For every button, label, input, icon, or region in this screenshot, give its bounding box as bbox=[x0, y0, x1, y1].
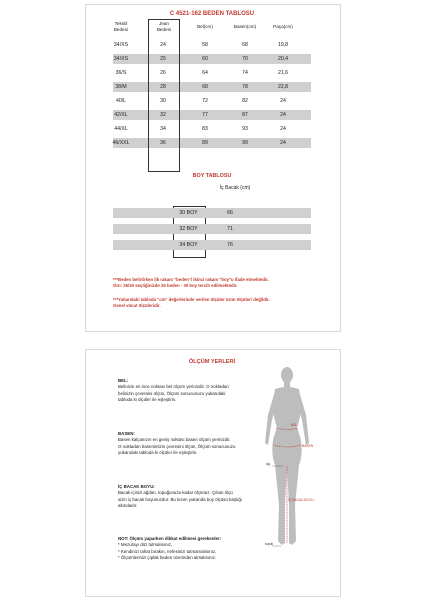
size-cell-jean: 26 bbox=[160, 70, 166, 76]
measurement-guide-title: ÖLÇÜM YERLERİ bbox=[188, 359, 236, 365]
basen-heading: BASEN: bbox=[118, 431, 135, 436]
note-item: * Mezurayı düz tutmalısınız, bbox=[118, 542, 173, 548]
bel-line: Belinizin en ince noktası bel ölçüm yerinizdir. O noktadan bbox=[118, 384, 229, 390]
size-cell-paca: 24 bbox=[280, 112, 286, 118]
basen-line: Basen kalçanızın en geniş noktası basen ölçüm yerinizdir. bbox=[118, 437, 231, 443]
size-cell-jean: 36 bbox=[160, 140, 166, 146]
note-body-measurements bbox=[113, 297, 333, 308]
length-table-title: BOY TABLOSU bbox=[192, 173, 232, 179]
size-cell-paca: 24 bbox=[280, 98, 286, 104]
measurement-notes bbox=[118, 536, 258, 561]
note-size-format bbox=[113, 277, 333, 288]
inseam-line: altındadır. bbox=[118, 502, 138, 508]
size-cell-bel: 77 bbox=[202, 112, 208, 118]
note-line-1: ***Beden belirtirken ilk rakam "beden"i ikinci rakam "boy"u ifade etmektedir. bbox=[113, 277, 269, 282]
size-cell-textile: 34/XS bbox=[113, 56, 129, 62]
header-textile bbox=[106, 21, 136, 33]
size-cell-paca: 22,8 bbox=[277, 84, 289, 90]
label-inseam: İÇ BACAK BOYU bbox=[288, 498, 314, 502]
size-cell-textile: 36/S bbox=[115, 70, 127, 76]
size-cell-jean: 24 bbox=[160, 42, 166, 48]
length-value: 76 bbox=[227, 242, 233, 248]
basen-section bbox=[118, 431, 258, 456]
bel-section bbox=[118, 378, 258, 403]
length-row-stripe bbox=[113, 224, 311, 234]
length-row-stripe bbox=[113, 208, 311, 218]
notes-heading: NOT: Ölçüm yaparken dikkat edilmesi gerekenler: bbox=[118, 536, 222, 541]
size-cell-bel: 68 bbox=[202, 84, 208, 90]
size-cell-textile: 40/L bbox=[115, 98, 127, 104]
size-cell-jean: 25 bbox=[160, 56, 166, 62]
size-cell-textile: 46/XXL bbox=[112, 140, 130, 146]
size-cell-paca: 20,4 bbox=[277, 56, 289, 62]
size-cell-basen: 70 bbox=[242, 56, 248, 62]
header-textile-line2: Bedeni bbox=[113, 27, 129, 32]
size-cell-basen: 82 bbox=[242, 98, 248, 104]
size-cell-bel: 89 bbox=[202, 140, 208, 146]
size-cell-textile: 44/XL bbox=[114, 126, 128, 132]
size-cell-textile: 34/XS bbox=[113, 42, 129, 48]
inseam-section bbox=[118, 484, 258, 509]
length-label: 30 BOY bbox=[179, 210, 198, 216]
bel-heading: BEL: bbox=[118, 378, 129, 383]
header-jean-line2: Bedeni bbox=[156, 27, 172, 32]
length-value: 66 bbox=[227, 210, 233, 216]
size-cell-paca: 19,8 bbox=[277, 42, 289, 48]
header-jean-line1: Jean bbox=[159, 21, 169, 26]
size-cell-basen: 78 bbox=[242, 84, 248, 90]
size-cell-bel: 64 bbox=[202, 70, 208, 76]
basen-line: O noktadan basenimizin çevresini ölçün, Ölçüm sonucunuzu bbox=[118, 443, 236, 449]
length-label: 32 BOY bbox=[179, 226, 198, 232]
inseam-line: Bacak içinizi ağdan, topuğunuza kadar ölçünüz. Çıkan ölçü bbox=[118, 490, 233, 496]
note-line-4: Genel vücut ölçüleridir. bbox=[113, 302, 161, 308]
body-silhouette-figure bbox=[255, 365, 320, 555]
bel-line: tabloda ki ölçüler ile eşleştirin. bbox=[118, 396, 177, 402]
header-inseam: İç Bacak (cm) bbox=[219, 185, 251, 191]
size-cell-bel: 83 bbox=[202, 126, 208, 132]
label-basen: BASEN bbox=[302, 444, 314, 448]
label-bel: BEL bbox=[291, 423, 298, 427]
size-cell-bel: 72 bbox=[202, 98, 208, 104]
length-label: 34 BOY bbox=[179, 242, 198, 248]
note-line-2: Örn: 25/30 seçtiğinizde 25 beden - 30 boy tercih edilmektedir. bbox=[113, 282, 238, 288]
size-cell-jean: 34 bbox=[160, 126, 166, 132]
note-item: * Ölçümlerinizi çıplak beden üzerinden almalısınız. bbox=[118, 554, 217, 560]
header-basen: Basen(cm) bbox=[233, 24, 257, 29]
size-cell-paca: 24 bbox=[280, 140, 286, 146]
size-cell-jean: 30 bbox=[160, 98, 166, 104]
size-cell-jean: 32 bbox=[160, 112, 166, 118]
label-ag: ağ bbox=[266, 462, 270, 466]
size-cell-paca: 21,6 bbox=[277, 70, 289, 76]
size-cell-bel: 60 bbox=[202, 56, 208, 62]
size-cell-paca: 24 bbox=[280, 126, 286, 132]
length-value: 71 bbox=[227, 226, 233, 232]
bel-line: belinizin çevresini ölçün, Ölçüm sonucunuzu yukarıdaki bbox=[118, 390, 226, 396]
inseam-heading: İÇ BACAK BOYU: bbox=[118, 484, 155, 489]
size-cell-basen: 87 bbox=[242, 112, 248, 118]
note-line-3: ***Yukarıdaki tabloda "cm" değerlerinde verilen ölçüler ürün ölçüleri değildir. bbox=[113, 297, 270, 302]
size-cell-textile: 42/XL bbox=[114, 112, 128, 118]
inseam-line: sizin iç bacak boyunuzdur. Bu kısım yukarıda boy ölçüsü başlığı bbox=[118, 496, 242, 502]
basen-line: yukarıdaki tabloda ki ölçüler ile eşleştirin. bbox=[118, 449, 198, 455]
length-row-stripe bbox=[113, 240, 311, 250]
label-topuk: topuk bbox=[265, 542, 274, 546]
size-cell-basen: 99 bbox=[242, 140, 248, 146]
size-cell-basen: 68 bbox=[242, 42, 248, 48]
header-bel: Bel(cm) bbox=[197, 24, 213, 29]
size-table-title: C 4521-162 BEDEN TABLOSU bbox=[169, 11, 255, 17]
size-cell-basen: 93 bbox=[242, 126, 248, 132]
size-cell-jean: 28 bbox=[160, 84, 166, 90]
size-cell-textile: 38/M bbox=[115, 84, 127, 90]
note-item: * Kendinizi rahat bırakın, nefesinizi tutmamalısınız, bbox=[118, 548, 217, 554]
header-textile-line1: Tekstil bbox=[114, 21, 128, 26]
header-paca: Paça(cm) bbox=[273, 24, 293, 29]
size-cell-bel: 58 bbox=[202, 42, 208, 48]
size-cell-basen: 74 bbox=[242, 70, 248, 76]
